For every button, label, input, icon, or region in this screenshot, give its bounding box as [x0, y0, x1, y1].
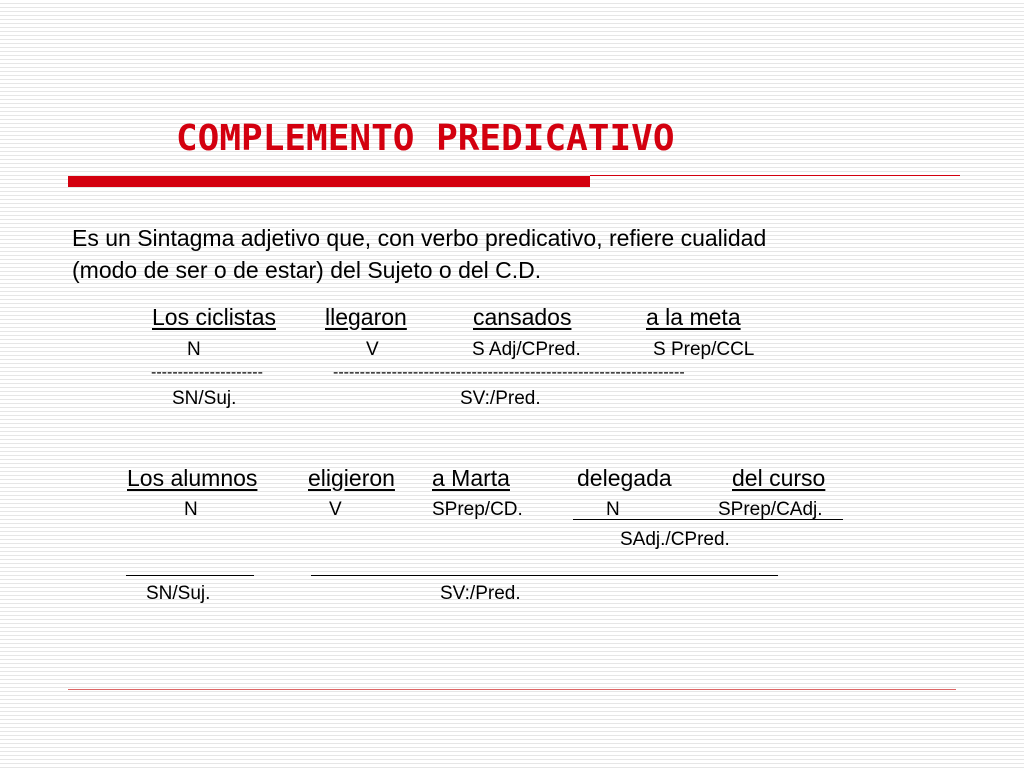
ex2-word-subject: Los alumnos [127, 465, 258, 491]
definition-line-2: (modo de ser o de estar) del Sujeto o del C.D. [72, 257, 542, 283]
definition-line-1: Es un Sintagma adjetivo que, con verbo predicativo, refiere cualidad [72, 225, 767, 251]
ex2-subgroup-sadj: SAdj./CPred. [620, 529, 730, 550]
ex2-subject-underline [126, 575, 254, 576]
title-underline-bar [68, 176, 590, 187]
ex1-dash-predicate: ------------------------------------------------------------------ [333, 364, 685, 381]
ex1-group-predicate: SV:/Pred. [460, 388, 541, 409]
ex1-group-subject: SN/Suj. [172, 388, 237, 409]
ex2-word-verb: eligieron [308, 465, 395, 491]
ex1-tag-sadj: S Adj/CPred. [472, 339, 581, 360]
ex2-word-predicative: delegada [577, 465, 672, 491]
ex2-group-subject: SN/Suj. [146, 583, 211, 604]
ex2-predicate-underline [311, 575, 778, 576]
footer-rule [68, 689, 956, 690]
ex1-word-verb: llegaron [325, 304, 407, 330]
ex1-dash-subject: --------------------- [151, 364, 263, 381]
ex1-word-ccl: a la meta [646, 304, 741, 330]
ex2-tag-sprep-cadj: SPrep/CAdj. [718, 499, 823, 520]
ex1-tag-sprep: S Prep/CCL [653, 339, 755, 360]
title-underline-rule [590, 175, 960, 176]
definition-text [72, 222, 872, 286]
ex2-tag-n: N [184, 499, 198, 520]
ex2-word-cadj: del curso [732, 465, 826, 491]
ex1-word-predicative: cansados [473, 304, 572, 330]
ex2-word-cd: a Marta [432, 465, 510, 491]
ex2-tag-n2: N [606, 499, 620, 520]
ex1-word-subject: Los ciclistas [152, 304, 276, 330]
ex2-group-predicate: SV:/Pred. [440, 583, 521, 604]
ex1-tag-v: V [366, 339, 379, 360]
ex2-tag-sprep-cd: SPrep/CD. [432, 499, 523, 520]
slide-title: COMPLEMENTO PREDICATIVO [176, 118, 675, 159]
ex2-tag-v: V [329, 499, 342, 520]
ex1-tag-n: N [187, 339, 201, 360]
